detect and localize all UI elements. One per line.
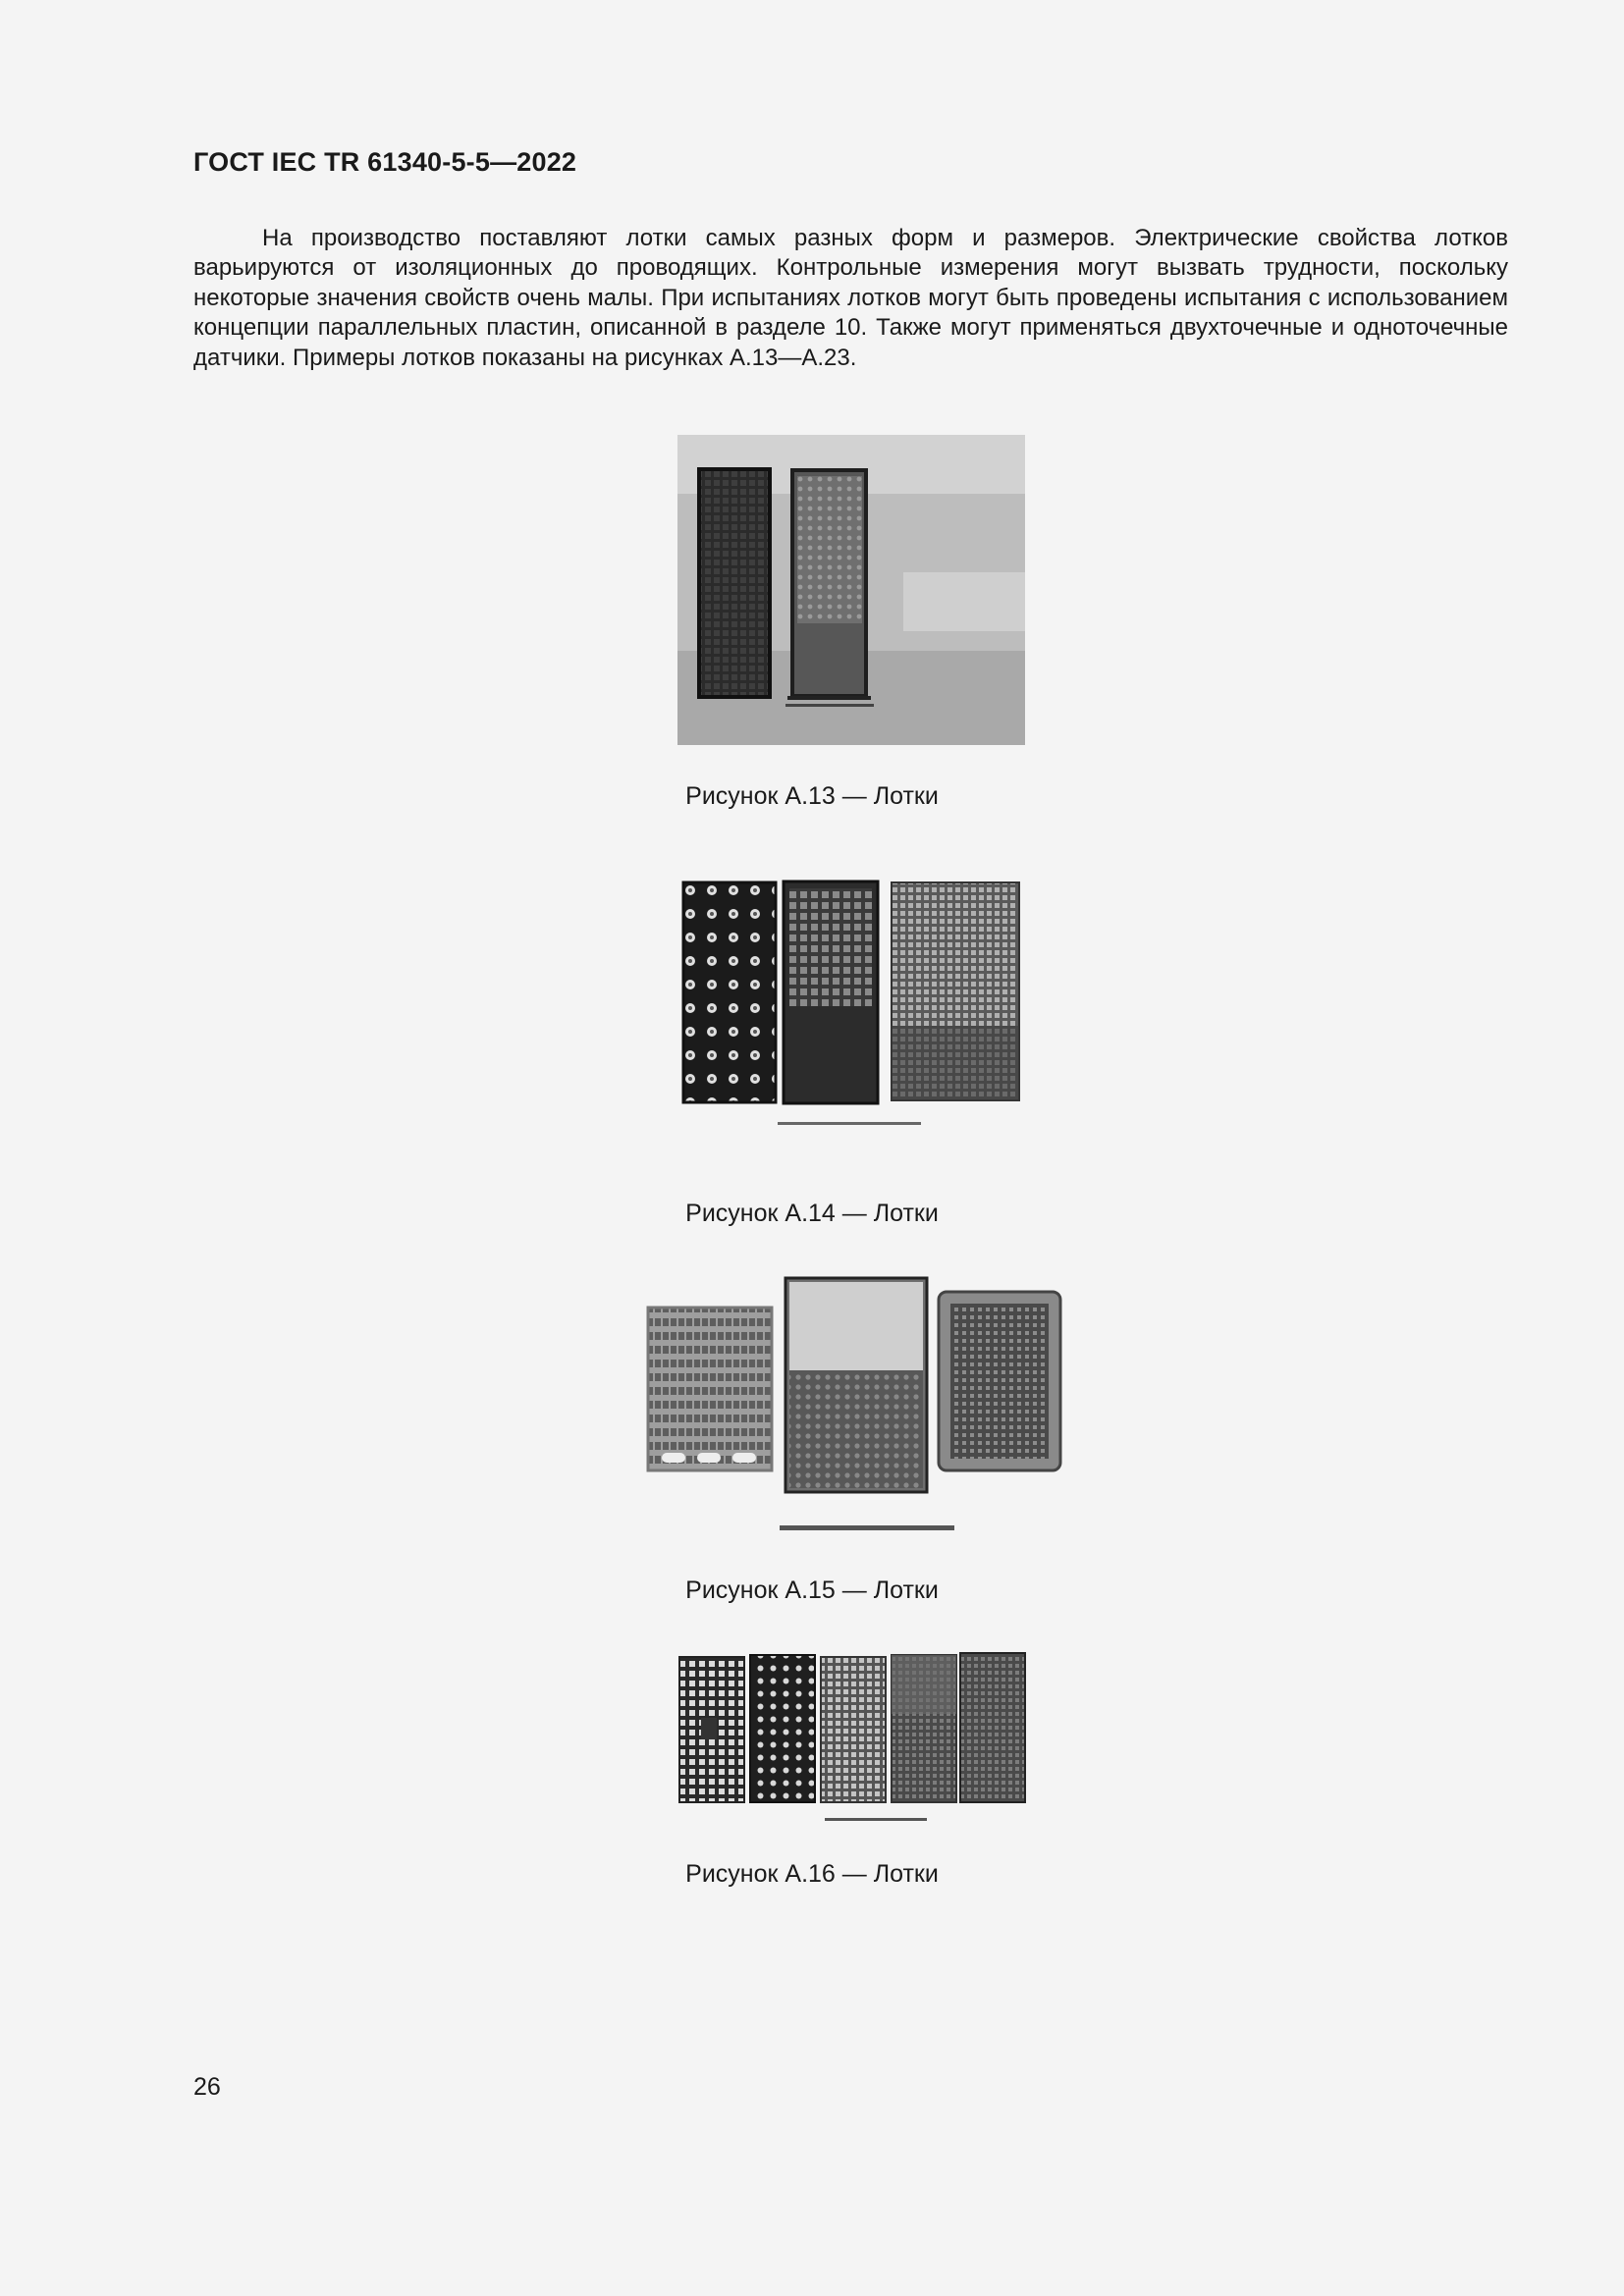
figure-a16-caption: Рисунок А.16 — Лотки xyxy=(685,1860,939,1888)
figure-a13-caption: Рисунок А.13 — Лотки xyxy=(685,782,939,810)
figure-a14-caption: Рисунок А.14 — Лотки xyxy=(685,1200,939,1227)
page-number: 26 xyxy=(193,2073,221,2101)
figure-a13-photo xyxy=(677,435,1025,745)
document-code: ГОСТ IEC TR 61340-5-5—2022 xyxy=(193,147,577,177)
figure-a15-caption: Рисунок А.15 — Лотки xyxy=(685,1576,939,1604)
figure-a16-photo xyxy=(677,1649,1027,1826)
figure-a15-photo xyxy=(646,1274,1062,1541)
figure-a14-photo xyxy=(679,879,1023,1130)
body-paragraph: На производство поставляют лотки самых разных форм и размеров. Электрические свойства лотков варьируются от изоляционных до проводящих. Контрольные измерения могут вызвать трудности, поскольку некоторые значения свойств очень малы. При испытаниях лотков могут быть проведены испытания с использованием концепции параллельных пластин, описанной в разделе 10. Также могут применяться двухточечные и одноточечные датчики. Примеры лотков показаны на рисунках А.13—А.23. xyxy=(193,225,1508,371)
